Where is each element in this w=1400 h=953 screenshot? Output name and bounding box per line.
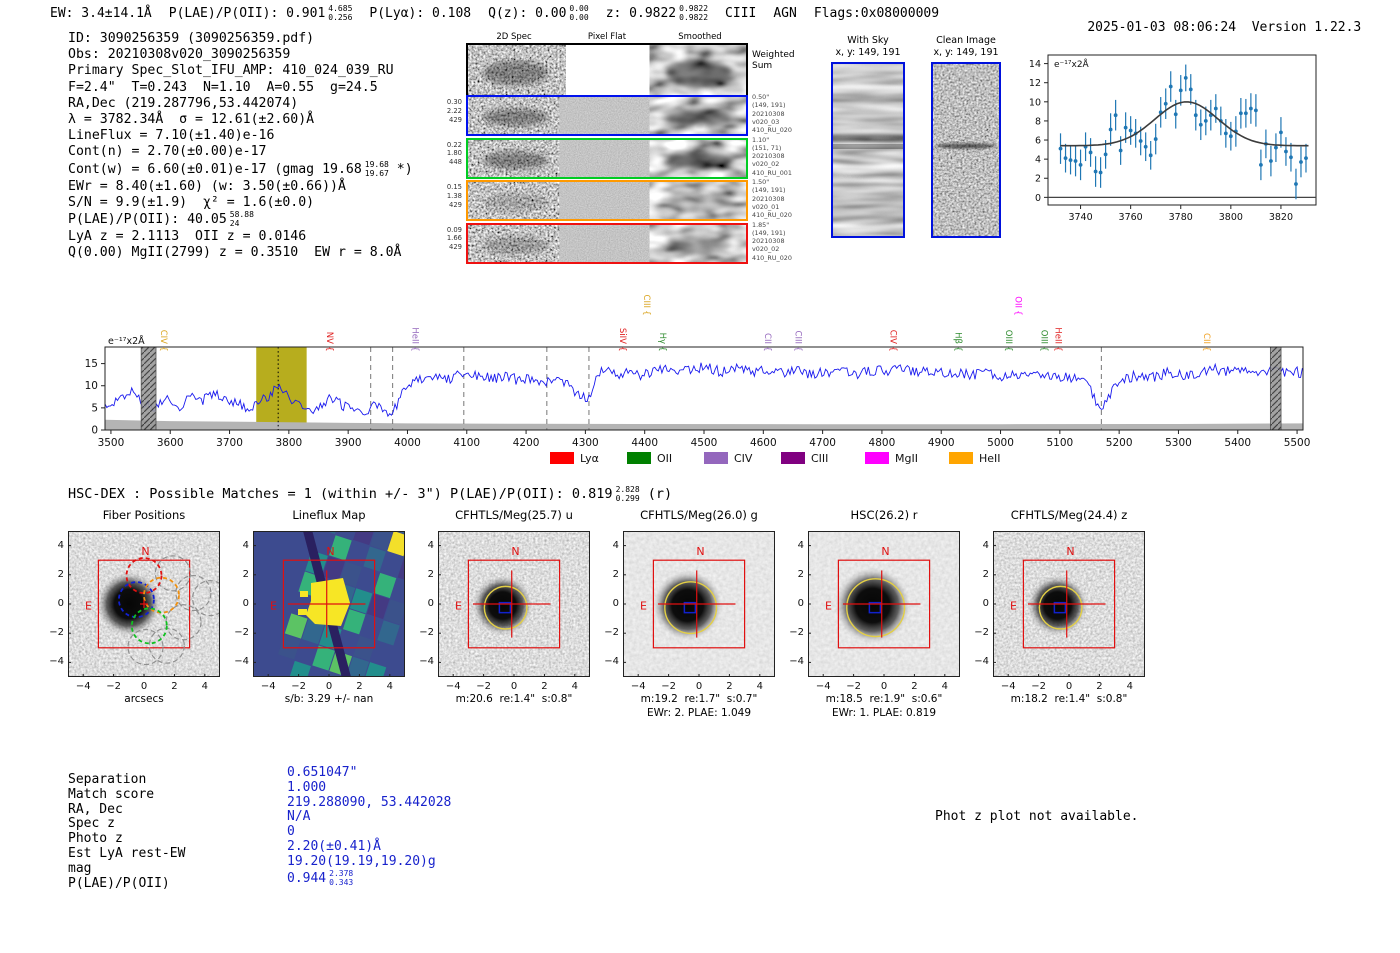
match-row-value — [287, 781, 451, 796]
z-range: 0.9822 0.9822 — [679, 4, 709, 22]
cutout-ytick: −2 — [419, 627, 434, 639]
spectrum-xtick: 4300 — [572, 437, 599, 449]
line-marker-brace: { — [1201, 346, 1212, 352]
cutout-xtick: −4 — [75, 681, 91, 692]
line-marker-label: OIII — [1002, 329, 1013, 344]
cutout-xtick: 2 — [541, 681, 548, 692]
spec2d-title-pixelflat: Pixel Flat — [587, 32, 627, 42]
cutout-ytick: 4 — [242, 539, 249, 551]
header-timestamp-version — [1056, 5, 1361, 50]
cutout-title: CFHTLS/Meg(24.4) z — [1010, 508, 1128, 522]
cutout-ytick: 2 — [242, 568, 249, 580]
legend-label: MgII — [895, 452, 918, 465]
plae-poii-value: P(LAE)/P(OII): 0.901 4.685 0.256 — [168, 4, 353, 22]
line-marker-brace: { — [641, 310, 652, 316]
spectrum-unit-label: e⁻¹⁷x2Å — [108, 336, 145, 347]
spec2d-annotation-line: (149, 191) — [752, 228, 786, 237]
spectrum-xtick: 3900 — [334, 437, 362, 449]
cutout-xtick: 0 — [325, 681, 333, 692]
cutout-xtick: −2 — [1031, 681, 1046, 692]
cutout-xtick: 4 — [386, 681, 393, 692]
spectrum-ytick: 10 — [84, 380, 98, 393]
cutout-ytick: 2 — [612, 568, 619, 580]
spec2d-row-exp4 — [466, 223, 748, 264]
inset-xtick: 3800 — [1218, 212, 1243, 223]
cutout-ytick: −4 — [974, 656, 989, 668]
spec2d-row-left-stats — [428, 226, 462, 253]
cutout-xtick: −4 — [1000, 681, 1016, 692]
inset-ytick: 6 — [1034, 135, 1041, 147]
cutout-image-img — [623, 531, 775, 677]
cutout-xtick: 4 — [756, 681, 763, 692]
inset-ytick: 14 — [1028, 59, 1041, 71]
match-value-text: 0.944 — [287, 870, 327, 886]
line-marker-brace: { — [762, 346, 773, 352]
cutout-title: HSC(26.2) r — [850, 508, 918, 522]
spectrum-xtick: 3800 — [275, 437, 303, 449]
spectrum-xtick: 5000 — [987, 437, 1014, 449]
spectrum-xtick: 4900 — [927, 437, 955, 449]
match-plae-range: 2.828 0.299 — [615, 485, 640, 503]
match-row-value — [287, 796, 451, 811]
line-marker-label: CIII — [792, 330, 803, 344]
spec2d-annotation-line: 410_RU_020 — [752, 253, 792, 262]
line-marker-label: NV — [323, 331, 334, 344]
cutout-sublabel-1: m:20.6 re:1.4" s:0.8" — [455, 693, 573, 705]
p-lya-value: P(Lyα): 0.108 — [369, 5, 472, 21]
cutout-ytick: −2 — [234, 627, 249, 639]
spec2d-row-annotation — [752, 136, 816, 178]
match-value-text: N/A — [287, 809, 311, 825]
cutout-ytick: −4 — [49, 656, 64, 668]
line-marker-brace: { — [1038, 346, 1049, 352]
match-row-label: Est LyA rest-EW — [68, 845, 186, 861]
cutout-xtick: 0 — [510, 681, 518, 692]
line-marker-brace: { — [952, 346, 963, 352]
match-row-label: Match score — [68, 786, 155, 802]
cutout-title: Lineflux Map — [292, 508, 366, 522]
cutout-ytick: 4 — [427, 539, 434, 551]
cutout-ytick: −2 — [604, 627, 619, 639]
match-row-value — [287, 855, 451, 870]
qz-value: Q(z): 0.00 0.00 0.00 — [488, 4, 589, 22]
cutout-xtick: 2 — [1096, 681, 1103, 692]
spec2d-row-exp3 — [466, 180, 748, 221]
spec2d-left-stat: 1.38 — [446, 191, 462, 200]
cutout-sublabel-1: m:18.2 re:1.4" s:0.8" — [1010, 693, 1128, 705]
compass-east-label: E — [825, 599, 832, 613]
cutout-xtick: 2 — [726, 681, 733, 692]
inset-xtick: 3780 — [1168, 212, 1193, 223]
clean-image-title: Clean Image x, y: 149, 191 — [933, 35, 999, 58]
match-value-sup: 2.378 — [329, 868, 354, 878]
spec2d-left-stat: 2.22 — [446, 106, 462, 115]
spec2d-annotation-line: 410_RU_020 — [752, 126, 792, 135]
match-row-label: Spec z — [68, 816, 115, 832]
match-value-text: 2.20(±0.41)Å — [287, 838, 381, 854]
line-marker-brace: { — [792, 346, 803, 352]
line-marker-label: CIV — [887, 329, 898, 344]
match-row-value — [287, 870, 451, 888]
spec2d-left-stat: 0.15 — [446, 183, 462, 191]
cutout-image-img — [808, 531, 960, 677]
info-sn-chi2: S/N = 9.9(±1.9) χ² = 1.6(±0.0) — [68, 194, 315, 210]
qz-range: 0.00 0.00 — [569, 4, 589, 22]
flags-value: Flags:0x08000009 — [813, 5, 940, 21]
cutout-image-map — [253, 531, 405, 677]
cutout-sublabel-2: EWr: 1. PLAE: 0.819 — [831, 707, 937, 719]
compass-east-label: E — [455, 599, 462, 613]
cutout-ytick: 2 — [797, 568, 804, 580]
cutout-sublabel-1: s/b: 3.29 +/- nan — [284, 693, 374, 705]
line-marker-label: SiIV — [616, 327, 627, 344]
cutout-xtick: 0 — [140, 681, 148, 692]
info-primary-amp: Primary Spec_Slot_IFU_AMP: 410_024_039_RU — [68, 63, 394, 79]
cutout-xtick: −4 — [630, 681, 646, 692]
spectrum-xtick: 4100 — [453, 437, 481, 449]
cutout-xtick: −2 — [846, 681, 861, 692]
cutout-sublabel-1: m:18.5 re:1.9" s:0.6" — [825, 693, 943, 705]
line-marker-brace: { — [1012, 310, 1023, 316]
spectrum-xtick: 5500 — [1283, 437, 1311, 449]
clean-image — [931, 62, 1001, 238]
cutout-xtick: 4 — [1126, 681, 1133, 692]
line-fit-inset-chart — [1028, 46, 1333, 232]
cutout-ytick: 0 — [797, 598, 804, 609]
spec2d-row-annotation — [752, 221, 816, 263]
spec2d-row-exp1 — [466, 95, 748, 136]
match-table-values — [287, 766, 451, 887]
inset-ytick: 10 — [1028, 97, 1041, 109]
spectrum-xtick: 4200 — [512, 437, 540, 449]
compass-north-label: N — [1066, 545, 1075, 559]
ew-value: EW: 3.4±14.1Å — [50, 5, 152, 21]
match-row-label: mag — [68, 860, 92, 876]
spec2d-annotation-line: 1.10" — [752, 135, 770, 144]
match-row-value — [287, 825, 451, 840]
spec2d-row-annotation — [752, 93, 816, 135]
cutout-xtick: −4 — [445, 681, 461, 692]
info-cont-w: Cont(w) = 6.60(±0.01)e-17 (gmag 19.68 19.68 19.67 *) — [68, 159, 413, 178]
spec2d-left-stat: 0.30 — [446, 98, 462, 106]
cutout-ytick: 2 — [57, 568, 64, 580]
line-marker-brace: { — [1002, 346, 1013, 352]
spec2d-annotation-line: 20210308 — [752, 152, 785, 161]
cutout-sublabel-1: arcsecs — [124, 693, 164, 705]
match-row-label: P(LAE)/P(OII) — [68, 875, 170, 891]
spec2d-annotation-line: v020_03 — [752, 117, 780, 126]
spectrum-ytick: 5 — [91, 402, 98, 415]
spectrum-ytick: 15 — [84, 358, 98, 371]
line-marker-label: CIV — [157, 329, 168, 344]
info-lya-oii-z: LyA z = 2.1113 OII z = 0.0146 — [68, 228, 307, 244]
cutout-ytick: −4 — [234, 656, 249, 668]
info-id: ID: 3090256359 (3090256359.pdf) — [68, 31, 315, 46]
spec2d-left-stat: 429 — [449, 200, 462, 209]
catalog-match-header: HSC-DEX : Possible Matches = 1 (within +/- 3") P(LAE)/P(OII): 0.819 2.828 0.299 (r) — [68, 485, 673, 503]
spec2d-annotation-line: (151, 71) — [752, 143, 782, 152]
spec2d-left-stat: 429 — [449, 243, 462, 252]
cutout-ytick: −2 — [49, 627, 64, 639]
legend-label: CIV — [734, 452, 753, 465]
inset-ytick: 8 — [1034, 116, 1041, 128]
cutout-title: CFHTLS/Meg(26.0) g — [640, 508, 758, 522]
cutout-xtick: 4 — [941, 681, 948, 692]
inset-ytick: 2 — [1034, 173, 1041, 185]
spec2d-row-annotation — [752, 178, 816, 220]
info-cont-n: Cont(n) = 2.70(±0.00)e-17 — [68, 144, 267, 160]
compass-east-label: E — [270, 599, 277, 613]
cutout-xtick: 4 — [201, 681, 208, 692]
cutout-xtick: 0 — [1065, 681, 1073, 692]
cutout-xtick: 0 — [695, 681, 703, 692]
spec2d-annotation-line: (149, 191) — [752, 186, 786, 195]
inset-ytick: 0 — [1034, 192, 1041, 204]
match-row-value — [287, 810, 451, 825]
line-marker-label: CIII — [641, 294, 652, 308]
spec2d-title-2dspec: 2D Spec — [496, 32, 532, 42]
weighted-sum-label: Weighted Sum — [752, 50, 795, 71]
info-obs: Obs: 20210308v020_3090256359 — [68, 47, 291, 63]
cutout-xtick: 4 — [571, 681, 578, 692]
match-value-text: 0.651047" — [287, 765, 358, 780]
line-marker-brace: { — [157, 346, 168, 352]
cutout-title: CFHTLS/Meg(25.7) u — [455, 508, 573, 522]
spectrum-xtick: 3500 — [97, 437, 125, 449]
report-version: Version 1.22.3 — [1251, 20, 1362, 35]
spec2d-row-exp2 — [466, 138, 748, 179]
cutout-title: Fiber Positions — [102, 508, 186, 522]
spec2d-row-weighted-sum — [466, 43, 748, 98]
spec2d-annotation-line: 1.50" — [752, 178, 770, 186]
spec2d-row-left-stats — [428, 141, 462, 168]
spectrum-xtick: 4600 — [749, 437, 777, 449]
spec2d-left-stat: 0.22 — [446, 140, 462, 149]
cutout-ytick: 2 — [427, 568, 434, 580]
cutout-xtick: −4 — [260, 681, 276, 692]
spectrum-xtick: 5200 — [1105, 437, 1133, 449]
spec2d-left-stat: 429 — [449, 115, 462, 124]
cutout-xtick: −2 — [661, 681, 676, 692]
spec2d-annotation-line: v020_02 — [752, 245, 780, 254]
match-value-text: 19.20(19.19,19.20)g — [287, 853, 436, 869]
match-row-label: RA, Dec — [68, 801, 123, 817]
cutout-ytick: 0 — [612, 598, 619, 609]
gmag-range: 19.68 19.67 — [364, 159, 389, 178]
spec2d-left-stat: 448 — [449, 158, 462, 167]
compass-east-label: E — [640, 599, 647, 613]
legend-label: OII — [657, 452, 673, 465]
compass-east-label: E — [1010, 599, 1017, 613]
line-marker-label: Hβ — [952, 332, 963, 344]
cutout-ytick: −2 — [974, 627, 989, 639]
legend-label: CIII — [811, 452, 829, 465]
spectrum-xtick: 4800 — [868, 437, 896, 449]
spectrum-xtick: 5300 — [1165, 437, 1192, 449]
match-value-range — [329, 870, 353, 888]
match-value-sub: 0.343 — [329, 877, 354, 887]
line-marker-label: HeII — [409, 327, 420, 344]
info-wavelength-sigma: λ = 3782.34Å σ = 12.61(±2.60)Å — [68, 112, 315, 128]
spectrum-ytick: 0 — [91, 424, 98, 437]
line-marker-label: CII — [1201, 333, 1212, 344]
cutout-xtick: 0 — [880, 681, 888, 692]
spectrum-xtick: 3600 — [156, 437, 184, 449]
line-marker-brace: { — [887, 346, 898, 352]
agn-flag: AGN — [773, 5, 797, 21]
cutout-xtick: −2 — [476, 681, 491, 692]
cutout-ytick: 4 — [612, 539, 619, 551]
cutout-xtick: 2 — [171, 681, 178, 692]
spectrum-xtick: 5400 — [1224, 437, 1252, 449]
line-marker-brace: { — [1052, 346, 1063, 352]
match-row-value — [287, 766, 451, 781]
compass-north-label: N — [141, 545, 150, 559]
spectrum-xtick: 4000 — [394, 437, 421, 449]
line-marker-label: OII — [1012, 296, 1023, 308]
z-value: z: 0.9822 0.9822 0.9822 — [605, 4, 709, 22]
compass-north-label: N — [881, 545, 890, 559]
spec2d-left-stat: 1.80 — [446, 149, 462, 158]
legend-label: Lyα — [580, 452, 599, 465]
compass-north-label: N — [511, 545, 520, 559]
spec2d-annotation-line: 20210308 — [752, 194, 785, 203]
report-timestamp: 2025-01-03 08:06:24 — [1087, 20, 1237, 35]
spectrum-xtick: 5100 — [1046, 437, 1074, 449]
cutout-xtick: 2 — [911, 681, 918, 692]
plae-poii-range: 4.685 0.256 — [328, 4, 353, 22]
cutout-image-img — [993, 531, 1145, 677]
spectrum-xtick: 3700 — [216, 437, 243, 449]
spec2d-annotation-line: 0.50" — [752, 93, 770, 101]
cutout-ytick: 4 — [982, 539, 989, 551]
spectrum-xtick: 4400 — [631, 437, 659, 449]
line-marker-brace: { — [616, 346, 627, 352]
cutout-ytick: −4 — [419, 656, 434, 668]
line-marker-brace: { — [409, 346, 420, 352]
spectrum-xtick: 4500 — [690, 437, 718, 449]
detection-info-block — [68, 31, 413, 261]
cutout-ytick: 2 — [982, 568, 989, 580]
compass-east-label: E — [85, 599, 92, 613]
match-row-label: Photo z — [68, 831, 123, 847]
spec2d-row-left-stats — [428, 98, 462, 125]
info-mgii: Q(0.00) MgII(2799) z = 0.3510 EW r = 8.0Å — [68, 245, 402, 261]
cutout-ytick: 0 — [427, 598, 434, 609]
spectrum-xtick: 4700 — [809, 437, 836, 449]
match-value-text: 0 — [287, 824, 295, 840]
cutout-ytick: 0 — [242, 598, 249, 609]
cutout-ytick: −4 — [604, 656, 619, 668]
spec2d-annotation-line: 410_RU_001 — [752, 168, 792, 177]
line-marker-label: Hγ — [657, 332, 668, 344]
spec2d-left-stat: 0.09 — [446, 225, 462, 234]
match-row-label: Separation — [68, 772, 147, 787]
match-value-text: 219.288090, 53.442028 — [287, 794, 452, 810]
inset-ytick: 12 — [1028, 78, 1041, 90]
inset-xtick: 3760 — [1118, 212, 1143, 223]
line-marker-label: OIII — [1038, 329, 1049, 344]
info-plae-poii: P(LAE)/P(OII): 40.05 58.88 24 — [68, 209, 254, 228]
line-id-label: CIII — [725, 5, 757, 21]
spec2d-row-left-stats — [428, 183, 462, 210]
spec2d-annotation-line: 1.85" — [752, 220, 770, 229]
plae-range: 58.88 24 — [229, 209, 254, 228]
cutout-ytick: 0 — [57, 598, 64, 609]
cutout-xtick: 2 — [356, 681, 363, 692]
compass-north-label: N — [696, 545, 705, 559]
info-seeing: F=2.4" T=0.243 N=1.10 A=0.55 g=24.5 — [68, 79, 378, 95]
inset-xtick: 3740 — [1068, 212, 1093, 223]
cutout-xtick: −4 — [815, 681, 831, 692]
info-ewr: EWr = 8.40(±1.60) (w: 3.50(±0.66))Å — [68, 178, 346, 194]
cutout-ytick: −2 — [789, 627, 804, 639]
spec2d-left-stat: 1.66 — [446, 234, 462, 243]
cutout-image-fiber — [68, 531, 220, 677]
line-marker-brace: { — [323, 346, 334, 352]
cutout-image-img — [438, 531, 590, 677]
spec2d-annotation-line: 20210308 — [752, 109, 785, 118]
cutout-ytick: 4 — [797, 539, 804, 551]
info-ra-dec: RA,Dec (219.287796,53.442074) — [68, 95, 299, 111]
full-spectrum-chart — [60, 262, 1350, 474]
cutout-xtick: −2 — [106, 681, 121, 692]
spec2d-annotation-line: (149, 191) — [752, 101, 786, 110]
spec2d-annotation-line: 410_RU_020 — [752, 211, 792, 220]
legend-label: HeII — [979, 452, 1001, 465]
cutout-ytick: 0 — [982, 598, 989, 609]
spec2d-title-smoothed: Smoothed — [678, 32, 722, 42]
cutout-sublabel-2: EWr: 2. PLAE: 1.049 — [646, 707, 752, 719]
match-row-value — [287, 840, 451, 855]
spec2d-annotation-line: 20210308 — [752, 237, 785, 246]
line-marker-label: CII — [762, 333, 773, 344]
with-sky-image — [831, 62, 905, 238]
info-lineflux: LineFlux = 7.10(±1.40)e-16 — [68, 128, 275, 144]
match-table-labels — [68, 773, 185, 891]
with-sky-title: With Sky x, y: 149, 191 — [835, 35, 901, 58]
inset-unit-label: e⁻¹⁷x2Å — [1054, 60, 1089, 70]
inset-ytick: 4 — [1034, 154, 1041, 166]
spec2d-annotation-line: v020_02 — [752, 160, 780, 169]
cutout-ytick: 4 — [57, 539, 64, 551]
cutout-xtick: −2 — [291, 681, 306, 692]
line-marker-label: HeII — [1052, 327, 1063, 344]
photz-note: Phot z plot not available. — [935, 809, 1139, 824]
line-marker-brace: { — [657, 346, 668, 352]
spec2d-annotation-line: v020_01 — [752, 202, 780, 211]
cutout-sublabel-1: m:19.2 re:1.7" s:0.7" — [640, 693, 758, 705]
compass-north-label: N — [326, 545, 335, 559]
inset-xtick: 3820 — [1268, 212, 1294, 223]
report-header — [50, 5, 956, 23]
cutout-ytick: −4 — [789, 656, 804, 668]
match-value-text: 1.000 — [287, 779, 327, 795]
